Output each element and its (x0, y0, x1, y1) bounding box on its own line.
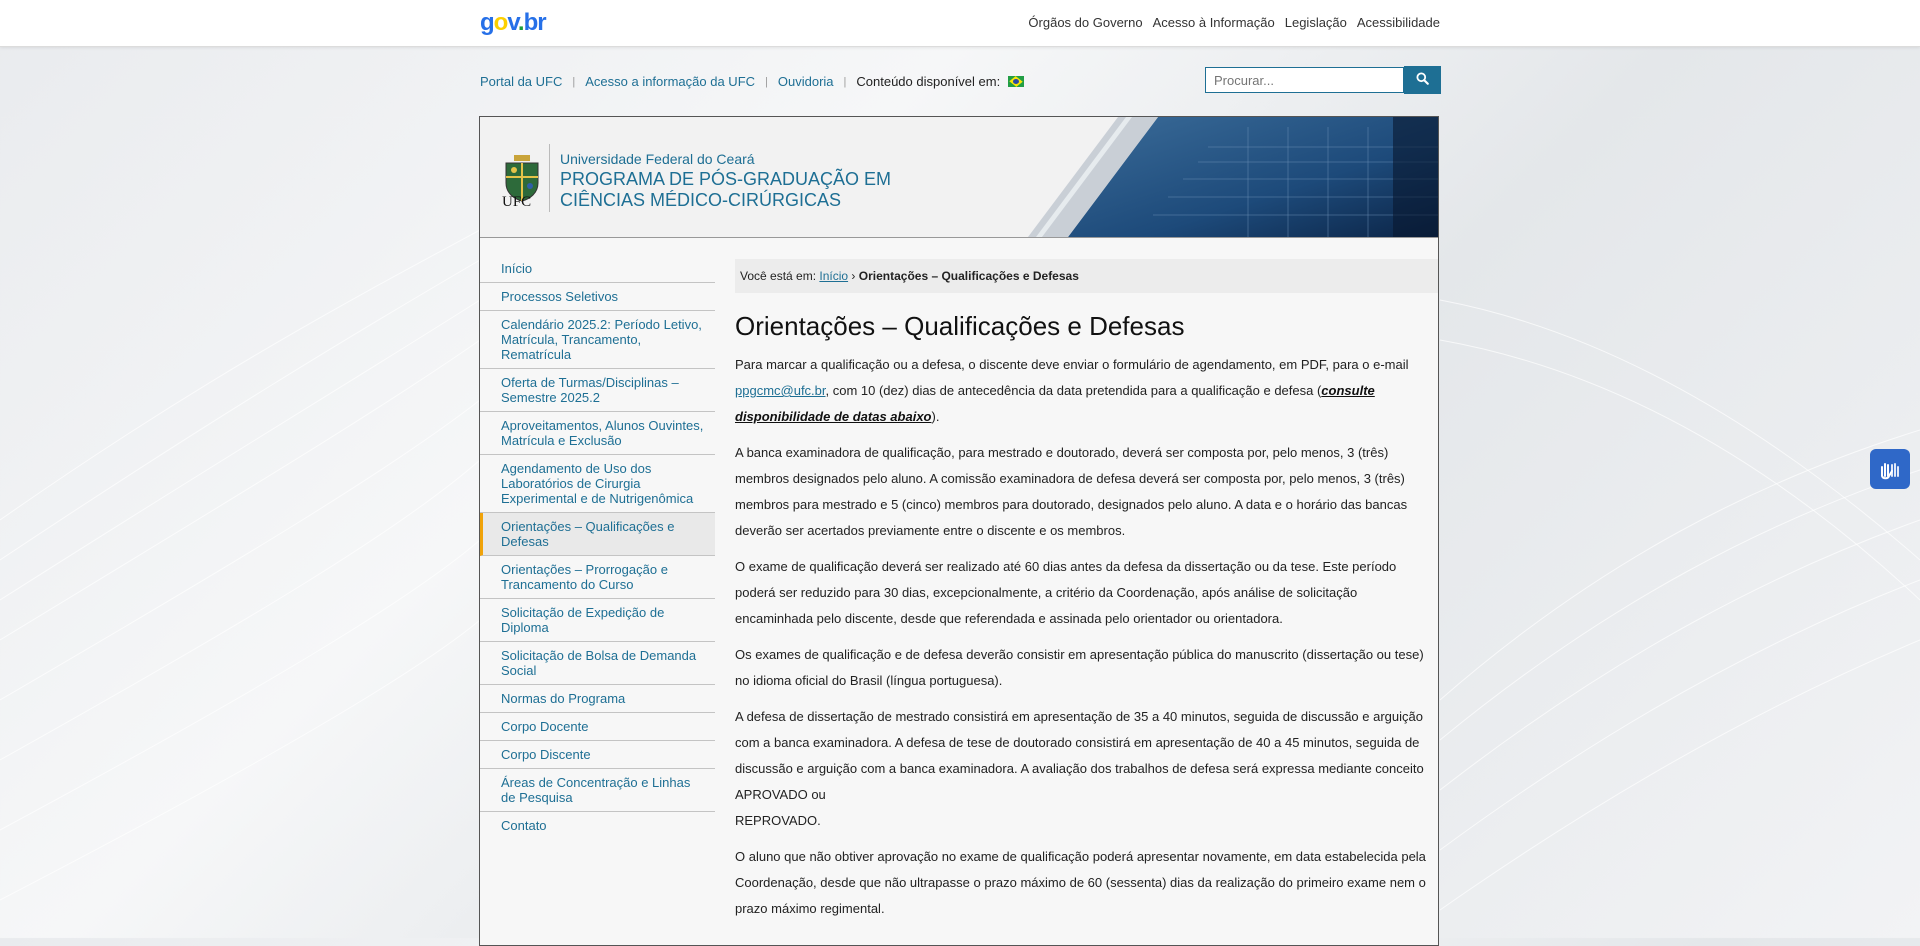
gov-link-acessibilidade[interactable]: Acessibilidade (1356, 15, 1440, 30)
sidebar-item-inicio[interactable]: Início (480, 255, 715, 283)
sidebar-item-contato[interactable]: Contato (501, 818, 547, 833)
sign-language-hands-icon (1877, 456, 1903, 482)
sidebar-item-agendamento-laboratorios[interactable]: Agendamento de Uso dos Laboratórios de Cirurgia Experimental e de Nutrigenômica (480, 455, 715, 513)
gov-link-orgaos[interactable]: Órgãos do Governo (1028, 15, 1143, 30)
ouvidoria-link[interactable]: Ouvidoria (777, 74, 834, 89)
paragraph-banca: A banca examinadora de qualificação, para mestrado e doutorado, deverá ser composta por, pelo menos, 3 (três) membros designados pelo aluno. A comissão examinadora de defesa deverá ser composta por, pelo menos, 3 (três) membros para mestrado e 5 (cinco) membros para doutorado, designados pelo aluno. A data e o horário das bancas deverão ser acertados previamente entre o discente e os membros. (735, 445, 1408, 538)
email-link[interactable]: ppgcmc@ufc.br (735, 383, 826, 398)
p1-text-c: ). (931, 409, 940, 424)
vlibras-button[interactable] (1870, 449, 1910, 489)
logo-br: br (523, 9, 546, 36)
breadcrumb (735, 259, 1438, 293)
main-content (735, 259, 1438, 932)
page-title: Orientações – Qualificações e Defesas (735, 311, 1185, 341)
breadcrumb-home-link[interactable]: Início (819, 269, 849, 283)
gov-link-acesso[interactable]: Acesso à Informação (1152, 15, 1275, 30)
sidebar-item-expedicao-diploma[interactable]: Solicitação de Expedição de Diploma (480, 599, 715, 642)
paragraph-agendamento (735, 352, 1438, 430)
gov-link-legislacao[interactable]: Legislação (1284, 15, 1347, 30)
paragraph-exame-qualificacao: O exame de qualificação deverá ser realizado até 60 dias antes da defesa da dissertação ou da tese. Este período poderá ser reduzido para 30 dias, excepcionalmente, a critério da Coordenação, após análise de solicitação encaminhada pelo discente, desde que referendada e assinada pelo orientador ou orientadora. (735, 559, 1397, 626)
paragraph-apresentacao-publica: Os exames de qualificação e de defesa deverão consistir em apresentação pública do manuscrito (dissertação ou tese) no idioma oficial do Brasil (língua portuguesa). (735, 647, 1424, 688)
header-banner-image (1008, 117, 1438, 237)
sidebar-item-processos-seletivos[interactable]: Processos Seletivos (480, 283, 715, 311)
breadcrumb-prefix: Você está em: (740, 269, 817, 283)
sidebar-item-normas[interactable]: Normas do Programa (480, 685, 715, 713)
sidebar-item-aproveitamentos[interactable]: Aproveitamentos, Alunos Ouvintes, Matrícula e Exclusão (480, 412, 715, 455)
content-available-label: Conteúdo disponível em: (856, 74, 1001, 89)
university-name[interactable]: Universidade Federal do Ceará (560, 151, 755, 167)
govbr-logo[interactable] (480, 9, 546, 37)
brazil-flag-icon[interactable] (1008, 76, 1024, 87)
sidebar-item-qualificacoes-defesas[interactable]: Orientações – Qualificações e Defesas (480, 513, 715, 556)
program-title[interactable] (560, 169, 891, 211)
sidebar-item-calendario[interactable]: Calendário 2025.2: Período Letivo, Matrícula, Trancamento, Rematrícula (480, 311, 715, 369)
breadcrumb-arrow: › (851, 269, 856, 283)
ufc-wordmark: UFC (502, 194, 532, 210)
sidebar-item-bolsa-demanda-social[interactable]: Solicitação de Bolsa de Demanda Social (480, 642, 715, 685)
article-body (735, 352, 1438, 922)
search-input[interactable] (1205, 67, 1404, 93)
portal-ufc-link[interactable]: Portal da UFC (480, 74, 563, 89)
ufc-top-nav (480, 74, 1024, 89)
acesso-informacao-link[interactable]: Acesso a informação da UFC (585, 74, 756, 89)
sidebar-item-areas-concentracao[interactable]: Áreas de Concentração e Linhas de Pesquisa (480, 769, 715, 812)
breadcrumb-current: Orientações – Qualificações e Defesas (858, 269, 1079, 283)
gov-top-bar (0, 0, 1920, 47)
consulte-datas-link[interactable]: consulte disponibilidade de datas abaixo (735, 383, 1375, 424)
sidebar-item-corpo-docente[interactable]: Corpo Docente (480, 713, 715, 741)
logo-letter-g: g (480, 9, 494, 36)
search-icon (1416, 72, 1429, 85)
program-title-line1: PROGRAMA DE PÓS-GRADUAÇÃO EM (560, 169, 892, 189)
paragraph-reprovacao: O aluno que não obtiver aprovação no exame de qualificação poderá apresentar novamente, em data estabelecida pela Coordenação, desde que não ultrapasse o prazo máximo de 60 (sessenta) dias da realização do primeiro exame nem o prazo máximo regimental. (735, 849, 1426, 916)
paragraph-defesa (735, 704, 1438, 834)
site-container (479, 116, 1439, 946)
sidebar-item-prorrogacao-trancamento[interactable]: Orientações – Prorrogação e Trancamento do Curso (480, 556, 715, 599)
search-form (1205, 67, 1441, 94)
program-title-line2: CIÊNCIAS MÉDICO-CIRÚRGICAS (560, 190, 842, 210)
search-button[interactable] (1404, 66, 1441, 94)
sidebar-item-corpo-discente[interactable]: Corpo Discente (480, 741, 715, 769)
p5-text-b: REPROVADO. (735, 813, 821, 828)
nav-separator: | (843, 75, 847, 88)
site-header (480, 117, 1438, 238)
p1-text-a: Para marcar a qualificação ou a defesa, o discente deve enviar o formulário de agendamento, em PDF, para o e-mail (735, 357, 1409, 372)
p5-text-a: A defesa de dissertação de mestrado consistirá em apresentação de 35 a 40 minutos, seguida de discussão e arguição com a banca examinadora. A defesa de tese de doutorado consistirá em apresentação de 40 a 45 minutos, seguida de discussão e arguição com a banca examinadora. A avaliação dos trabalhos de defesa será expressa mediante conceito APROVADO ou (735, 709, 1424, 802)
nav-separator: | (765, 75, 768, 88)
logo-letter-o: o (493, 9, 508, 36)
sidebar-menu (480, 255, 715, 839)
sidebar-item-oferta-turmas[interactable]: Oferta de Turmas/Disciplinas – Semestre 2025.2 (480, 369, 715, 412)
nav-separator: | (572, 75, 576, 88)
header-divider (549, 144, 550, 212)
logo-dot: . (517, 9, 524, 36)
p1-text-b: , com 10 (dez) dias de antecedência da data pretendida para a qualificação e defesa ( (825, 383, 1322, 398)
gov-links (1028, 15, 1440, 30)
logo-letter-v: v (507, 9, 518, 36)
